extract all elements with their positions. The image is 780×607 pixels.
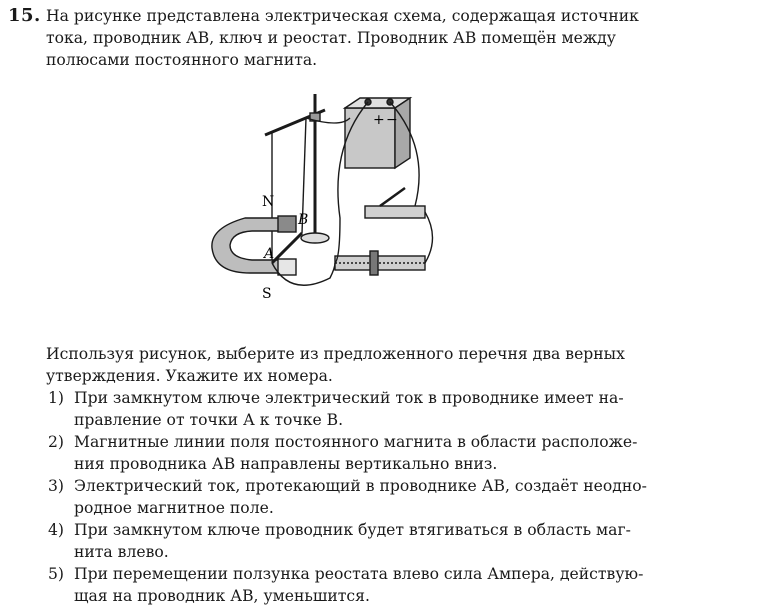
option-item [46,475,646,519]
option-number: 2) [48,433,65,451]
options-list [46,387,646,607]
option-text: Магнитные линии поля постоянного магнита в области расположе- [74,433,638,451]
label-north: N [262,194,275,210]
option-text: ния проводника АВ направлены вертикально вниз. [74,455,498,473]
stand-base [301,233,329,243]
intro-line: На рисунке представлена электрическая схема, содержащая источник [46,7,639,25]
switch-base [365,206,425,218]
question-intro [46,5,646,71]
magnet-pole-south [278,259,296,275]
label-plus: + [373,112,385,128]
label-minus: − [386,112,398,128]
label-point-a: A [264,246,275,262]
label-point-b: B [298,212,309,228]
option-text: При перемещении ползунка реостата влево сила Ампера, действую- [74,565,644,583]
option-text: щая на проводник АВ, уменьшится. [74,587,370,605]
intro-line: тока, проводник АВ, ключ и реостат. Проводник АВ помещён между [46,29,616,47]
option-item [46,431,646,475]
option-text: родное магнитное поле. [74,499,274,517]
option-text: правление от точки А к точке В. [74,411,344,429]
option-item [46,519,646,563]
option-text: При замкнутом ключе проводник будет втягиваться в область маг- [74,521,631,539]
wire [425,212,433,263]
magnet-pole-north [278,216,296,232]
option-item [46,563,646,607]
option-number: 4) [48,521,65,539]
intro-line: полюсами постоянного магнита. [46,51,318,69]
task-line: утверждения. Укажите их номера. [46,367,333,385]
option-text: нита влево. [74,543,169,561]
option-item [46,387,646,431]
option-number: 5) [48,565,65,583]
option-text: При замкнутом ключе электрический ток в проводнике имеет на- [74,389,624,407]
option-number: 1) [48,389,65,407]
circuit-illustration [190,88,450,308]
task-statement [46,343,646,387]
rheostat-slider [370,251,378,275]
option-text: Электрический ток, протекающий в проводнике АВ, создаёт неодно- [74,477,647,495]
option-number: 3) [48,477,65,495]
circuit-figure [190,88,450,308]
task-line: Используя рисунок, выберите из предложенного перечня два верных [46,345,625,363]
switch-lever [380,188,405,206]
question-number: 15. [8,5,41,26]
label-south: S [262,286,272,302]
